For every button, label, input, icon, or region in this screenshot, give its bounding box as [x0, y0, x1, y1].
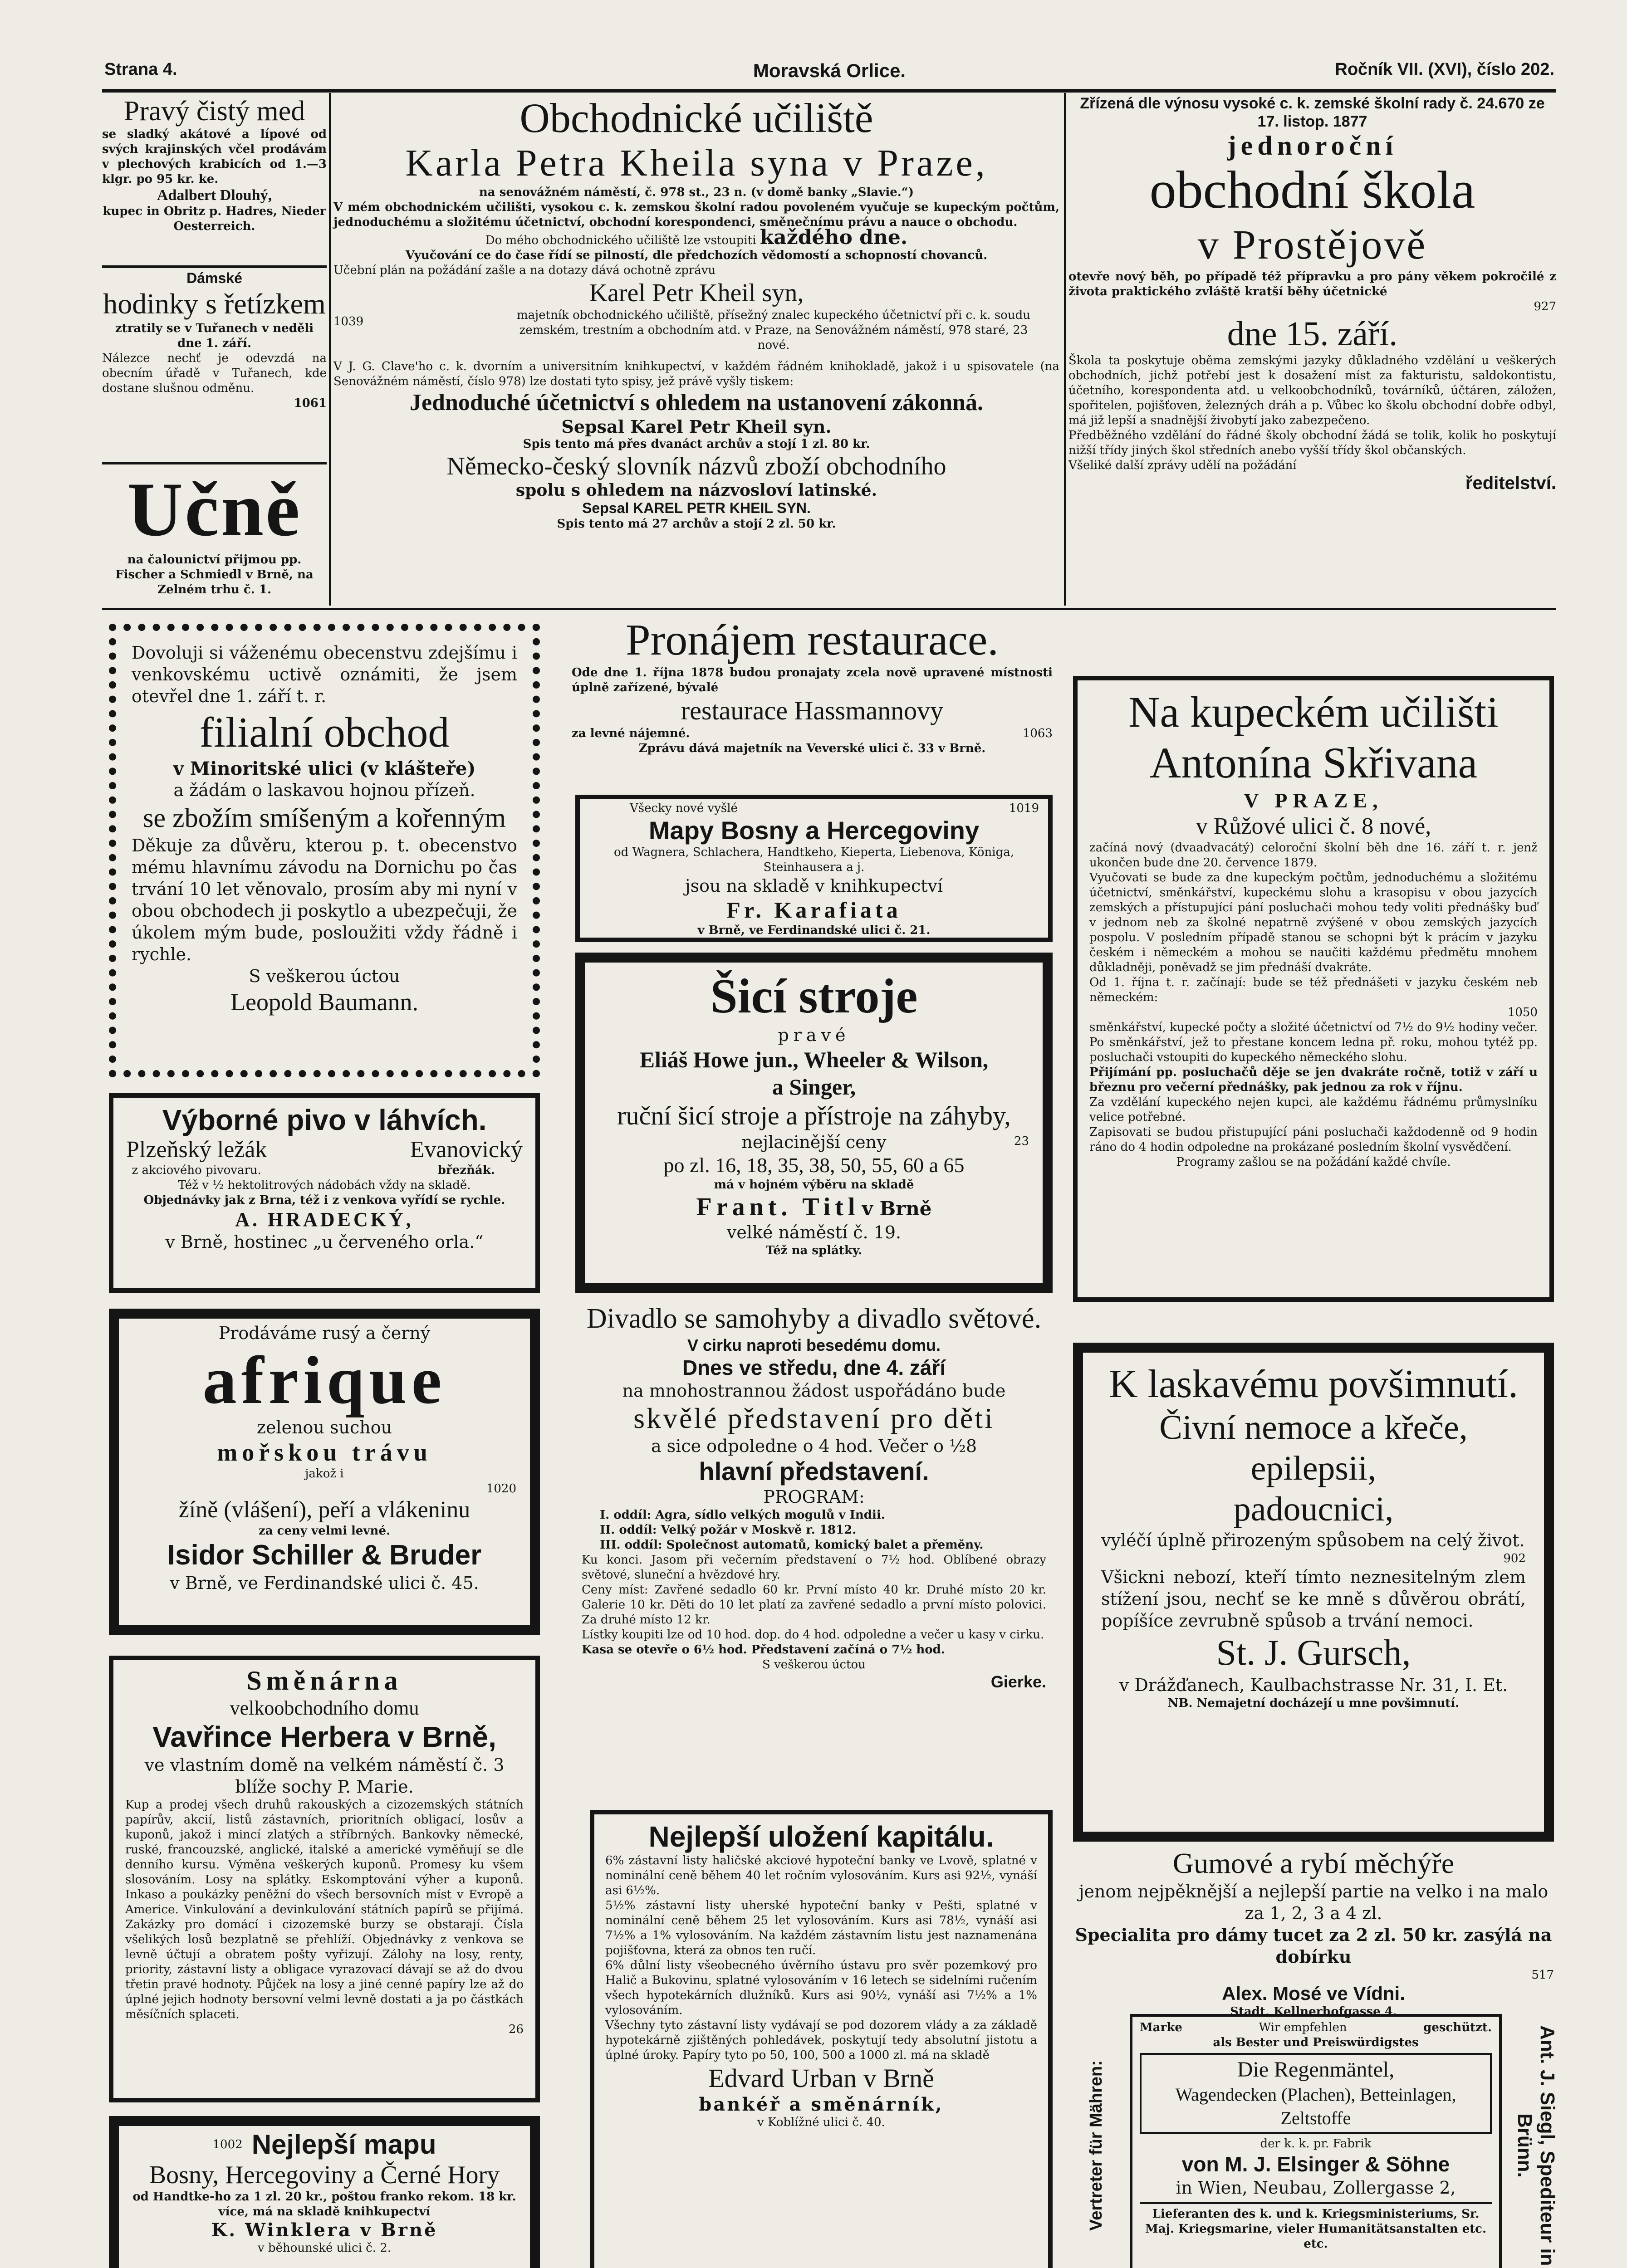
ad-skrivan-text3: Vyučovati se bude za dne kupeckým počtům, jednoduchému a složitému účetnictví, směnkářství, kupeckému slohu a krasopisu v obou jazycích zemských a přístupující pání posluchači mohou tedy voliti přednášky buď v jednom neb za školné nepatrně zvýšené v obou zemských jazycích pospolu. V posledním případě stanou se schopni být k prácím v jazyku českém i německém a mohou se naučiti každému předmětu mnohem důkladněji, poněvadž se jim přednáší dvakráte. [1089, 871, 1538, 974]
ad-capital-place: v Koblížné ulici č. 40. [757, 2116, 885, 2129]
ad-skrivan-text4: Od 1. října t. r. začínají: bude se též přednášeti v jazyku českém neb německém: [1089, 976, 1538, 1004]
ad-honey-name: Adalbert Dlouhý, [157, 187, 272, 204]
ad-theatre-p3: III. oddíl: Společnost automatů, komický balet a přeměny. [600, 1538, 984, 1552]
ad-kheil-book1-price: Spis tento má přes dvanáct archův a stojí 1 zl. 80 kr. [523, 437, 870, 451]
ad-theatre-text9: Lístky koupiti lze od 10 hod. dop. do 4 hod. odpoledne a večer u kasy v cirku. [582, 1628, 1044, 1642]
ad-baumann-goods: se zbožím smíšeným a kořenným [143, 803, 506, 833]
ad-maps-name: Fr. Karafiata [726, 897, 902, 923]
ad-afrique-text6: za ceny velmi levné. [258, 1524, 391, 1538]
ad-afrique-title: afrique [202, 1343, 446, 1418]
ad-elsinger-top4: als Bester und Preiswürdigstes [1213, 2036, 1419, 2049]
ad-skrivan-city: V PRAZE, [1244, 789, 1383, 812]
ad-baumann-where: v Minoritské ulici (v klášteře) [173, 758, 476, 779]
ad-skrivan-name: Antonína Skřivana [1149, 738, 1478, 787]
ad-exchange-text: Kup a prodej všech druhů rakouských a cizozemských státních papírův, akcií, listů zástavních, prioritních obligací, losův a kuponů, jakož i mincí zlatých a stříbrných. Bankovky německé, ruské, francouzské, anglické, italské a americké vyměňují se dle denního kursu. Výměna veškerých kuponů. Promesy ku všem slosováním. Losy na splátky. Eskomptování výher a kuponů. Inkaso a poukázky peněžní do všech bersovních míst v Evropě a Americe. Vinkulování a devinkulování státních papírů se přijímá. Zakázky pro domácí i cizozemské burzy se obstarají. Čísla všelikých losů bezplatně se přehlíží. Objednávky z venkova se levně účtují a obratem pošty vyřizují. Zálohy na losy, renty, priority, zástavní listy a obligace vyrazovací dávají se až do dvou třetin pravé hodnoty. Půjček na losy a jiné cenné papíry lze až do úplné jejich hodnoty bersovní velmi levně dostati a ja po částkách měsíčních splaceti. [125, 1798, 524, 2021]
ad-skrivan-text6: Přijímání pp. posluchačů děje se jen dvakráte ročně, totiž v září u březnu pro večerní přednášky, pak jednou za rok v říjnu. [1089, 1066, 1538, 1094]
ad-beer-a: Plzeňský ležák [126, 1137, 267, 1163]
ad-restaurant-title: Pronájem restaurace. [626, 616, 999, 665]
ad-theatre-text4: skvělé představení pro děti [633, 1402, 995, 1434]
ad-theatre-program: PROGRAM: [763, 1487, 865, 1507]
ad-theatre-p2: II. oddíl: Velký požár v Moskvě r. 1812. [600, 1523, 857, 1537]
ad-restaurant-text2: za levné nájemné. [572, 727, 690, 740]
ad-kheil-school [333, 94, 1059, 605]
ad-beer-title: Výborné pivo v láhvích. [162, 1104, 487, 1136]
ad-maps-text2: jsou na skladě v knihkupectví [685, 876, 943, 896]
ad-rubber-title: Gumové a rybí měchýře [1172, 1847, 1455, 1879]
ad-afrique-text4: jakož i [305, 1467, 344, 1481]
ad-prostejov-school [1068, 94, 1556, 605]
ad-kheil-book2-author: Sepsal KAREL PETR KHEIL SYN. [582, 500, 811, 516]
ad-kheil-book1: Jednoduché účetnictví s ohledem na ustanovení zákonná. [409, 390, 984, 415]
ad-beer-a-sub: z akciového pivovaru. [132, 1163, 261, 1177]
ad-elsinger-top3: geschützt. [1423, 2021, 1492, 2034]
ad-baumann-title: filialní obchod [199, 709, 450, 756]
ad-prostejov-text4: Všeliké další zprávy udělí na požádání [1068, 459, 1297, 472]
ad-honey [102, 95, 327, 263]
ad-prostejov-sub: jednoroční [1227, 131, 1398, 161]
ad-kheil-sig-text: majetník obchodnického učiliště, přísežný znalec kupeckého účetnictví při c. k. soudu zemském, trestním a obchodním atd. v Praze, na Senovážném náměstí, 978 staré, 23 nové. [517, 308, 1030, 352]
ad-kheil-signature: Karel Petr Kheil syn, [589, 279, 804, 307]
ad-map-text1: Bosny, Hercegoviny a Černé Hory [149, 2161, 500, 2189]
ad-sewing-num: 23 [1014, 1134, 1029, 1148]
ad-elsinger-place: in Wien, Neubau, Zollergasse 2, [1176, 2178, 1456, 2198]
ad-rubber-text1: jenom nejpěknější a nejlepší partie na velko i na malo za 1, 2, 3 a 4 zl. [1078, 1882, 1549, 1923]
ad-rubber-text2: Specialita pro dámy tucet za 2 zl. 50 kr. zasýlá na dobírku [1075, 1925, 1552, 1967]
ad-theatre [575, 1302, 1053, 1801]
ad-maps-small: Všecky nové vyšlé [630, 802, 738, 815]
ad-skrivan-school [1073, 676, 1554, 1302]
ad-kheil-text3: Vyučování ce do čase řídí se pilností, dle předchozích vědomostí a schopností chovanců. [405, 249, 988, 262]
ad-restaurant [572, 615, 1053, 794]
ad-restaurant-name: restaurace Hassmannovy [681, 696, 944, 725]
ad-beer-b-sub: březňák. [437, 1163, 495, 1177]
ad-kheil-book2: Německo-český slovník názvů zboží obchodního [446, 452, 946, 480]
ad-restaurant-num: 1063 [1022, 727, 1053, 740]
ad-maps-title: Mapy Bosny a Hercegoviny [648, 816, 980, 845]
ad-kheil-num: 1039 [333, 315, 364, 328]
ad-theatre-title: Divadlo se samohyby a divadlo světové. [586, 1303, 1042, 1334]
ad-capital-text2: 5½% zástavní listy uherské hypoteční banky v Pešti, splatné v nominální ceně během 25 let vylosováním. Kurs asi 78½, vynáší asi 7½% a 1% vylosováním. Na každém zástavním listu jest naznamenána pojišťovna, která za obnos ten ručí. [605, 1899, 1037, 1957]
ad-beer-b: Evanovický [410, 1137, 523, 1163]
ad-map-title: Nejlepší mapu [251, 2129, 436, 2160]
ad-capital-name: Edvard Urban v Brně [708, 2063, 934, 2093]
ad-theatre-p1: I. oddíl: Agra, sídlo velkých mogulů v Indii. [600, 1508, 885, 1522]
ad-rubber-name: Alex. Mosé ve Vídni. [1222, 1983, 1405, 2004]
ad-restaurant-text1: Ode dne 1. října 1878 budou pronajaty zcela nově upravené místnosti úplně zařízené, bývalé [572, 666, 1053, 694]
ad-sewing-title: Šicí stroje [710, 969, 918, 1023]
ad-watch-small: Dámské [186, 270, 242, 286]
ad-honey-title: Pravý čistý med [123, 96, 305, 127]
ad-elsinger-side-left: Vertreter für Mähren: [1087, 2060, 1106, 2231]
ad-honey-place: kupec in Obritz p. Hadres, Nieder Oesterreich. [103, 205, 326, 233]
ad-gursch-name: St. J. Gursch, [1216, 1633, 1411, 1673]
ad-gursch-num: 902 [1503, 1552, 1526, 1565]
ad-capital-title: Nejlepší uložení kapitálu. [648, 1820, 994, 1853]
ad-beer-place: v Brně, hostinec „u červeného orla.“ [165, 1232, 484, 1252]
ad-kheil-text2: Do mého obchodnického učiliště lze vstoupiti [485, 234, 756, 247]
ad-kheil-title: Obchodnické učiliště [519, 95, 873, 141]
column-rule-left [329, 93, 331, 606]
ad-prostejov-place: v Prostějově [1197, 221, 1427, 268]
ad-sewing-text3: nejlacinější ceny [741, 1132, 887, 1152]
ad-kheil-book2-sub: spolu s ohledem na názvosloví latinské. [515, 481, 877, 500]
ad-skrivan-text8: Zapisovati se budou přistupující páni posluchači každodenně od 9 hodin ráno do 4 hodin odpoledne na prokázané posledním školní vysvědčení. [1089, 1125, 1538, 1154]
ad-skrivan-text5: směnkářství, kupecké počty a složité účetnictví od 7½ do 9½ hodiny večer. Po směnkářství, jež to přestane koncem ledna př. roku, mohou tytéž pp. posluchači vstoupiti do kupeckého německého slohu. [1089, 1021, 1538, 1064]
ad-beer [109, 1093, 540, 1293]
ad-gursch-title: K laskavému povšimnutí. [1109, 1362, 1518, 1406]
ad-exchange-sub: velkoobchodního domu [230, 1697, 419, 1719]
column-rule-right [1064, 93, 1066, 606]
ad-watch-title: hodinky s řetízkem [103, 288, 326, 320]
ad-theatre-text3: na mnohostrannou žádost uspořádáno bude [622, 1381, 1006, 1401]
ad-prostejov-date: dne 15. září. [1227, 315, 1398, 353]
ad-gursch [1073, 1343, 1554, 1842]
ad-skrivan-text7: Za vzdělání kupeckého nejen kupci, ale každému řádnému průmyslníku velice potřebné. [1089, 1095, 1538, 1124]
ad-maps-bosnia [575, 795, 1053, 942]
ad-gursch-text2: epilepsii, [1250, 1449, 1377, 1487]
ad-kheil-text1: V mém obchodnickém učilišti, vysokou c. k. zemskou školní radou povoleném vyučuje se kupeckým počtům, jednoduchému a složitému účetnictví, obchodní korespondenci, směnečnímu právu a nauce o obchodu. [333, 200, 1059, 229]
page-header [104, 60, 1554, 85]
ad-maps-text1: od Wagnera, Schlachera, Handtkeho, Kieperta, Liebenova, Königa, Steinhausera a j. [614, 846, 1014, 874]
ad-afrique-num: 1020 [486, 1482, 516, 1496]
ad-sewing-name: Frant. Titl [696, 1193, 860, 1221]
ad-kheil-book2-price: Spis tento má 27 archův a stojí 2 zl. 50 kr. [557, 517, 836, 531]
ad-sewing-text5: Též na splátky. [765, 1244, 863, 1257]
ad-map-name: K. Winklera v Brně [211, 2219, 438, 2241]
ad-afrique [109, 1309, 540, 1635]
ad-exchange-name: Vavřince Herbera v Brně, [152, 1721, 496, 1753]
ad-maps-place: v Brně, ve Ferdinandské ulici č. 21. [697, 924, 931, 937]
ad-theatre-text5: a sice odpoledne o 4 hod. Večer o ½8 [651, 1436, 977, 1456]
ad-prostejov-num: 927 [1534, 300, 1556, 313]
ad-prostejov-signature: ředitelství. [1465, 473, 1556, 493]
ad-watch-text2: Nálezce nechť je odevzdá na obecním úřadě v Tuřanech, kde dostane slušnou odměnu. [102, 352, 327, 395]
ad-afrique-text3: mořskou trávu [217, 1439, 432, 1466]
ad-sewing-brands: Eliáš Howe jun., Wheeler & Wilson, [639, 1047, 989, 1072]
header-rule [102, 89, 1556, 93]
ad-gursch-text5: Všickni nebozí, kteří tímto neznesitelným zlem stížení jsou, nechť se ke mně s důvěrou obrátí, popíšíce zevrubně spůsob a trvání nemoci. [1101, 1567, 1526, 1631]
ad-honey-text: se sladký akátové a lípové od svých krajinských včel prodávám v plechových krabicích od 1.—3 klgr. po 95 kr. ke. [102, 127, 327, 186]
ad-kheil-text5: V J. G. Clave'ho c. k. dvorním a universitním knihkupectví, v každém řádném knihokladě, jakož i u spisovatele (na Senovážném náměstí, číslo 978) lze dostati tyto spisy, jež právě vyšly tiskem: [333, 360, 1059, 388]
ad-gursch-text1: Čivní nemoce a křeče, [1159, 1408, 1468, 1447]
ad-baumann-text2: a žádám o laskavou hojnou přízeň. [173, 780, 475, 800]
ad-exchange-num: 26 [508, 2023, 524, 2036]
ad-capital-sub: bankéř a směnárník, [699, 2094, 944, 2115]
ad-sewing-brand3: a Singer, [772, 1074, 856, 1100]
ad-baumann-text4: S veškerou úctou [249, 966, 400, 986]
ad-elsinger-fine: Lieferanten des k. und k. Kriegsministeriums, Sr. Maj. Kriegsmarine, vieler Humanitätsanstalten etc. etc. [1140, 2202, 1492, 2252]
ad-elsinger-top1: Marke [1140, 2021, 1182, 2034]
ad-maps-num: 1019 [1009, 802, 1039, 815]
ad-rubber [1073, 1846, 1554, 2019]
ad-capital-text4: Všechny tyto zástavní listy vydávají se pod dozorem vlády a za základě hypotekárně zjištěných pohledávek, poskytují tedy absolutní jistotu a úplné úroky. Papíry tyto po 50, 100, 500 a 1000 zl. má na skladě [605, 2019, 1037, 2062]
ad-afrique-text2: zelenou suchou [256, 1418, 392, 1437]
ad-baumann [109, 624, 540, 1077]
ad-exchange-title: Směnárna [246, 1666, 402, 1696]
ad-baumann-text1: Dovoluji si váženému obecenstvu zdejšímu i venkovskému uctivě oznámiti, že jsem otevřel dne 1. září t. r. [132, 643, 517, 706]
ad-skrivan-address: v Růžové ulici č. 8 nové, [1196, 813, 1431, 839]
ad-elsinger-line3: der k. k. pr. Fabrik [1260, 2137, 1372, 2151]
ad-apprentice [102, 466, 327, 605]
ad-skrivan-text2: začíná nový (dvaadvacátý) celoroční školní běh dne 16. září t. r. jenž ukončen bude dne 20. července 1879. [1089, 841, 1538, 870]
ad-theatre-text2: Dnes ve středu, dne 4. září [682, 1356, 946, 1379]
ad-theatre-text6: hlavní představení. [699, 1457, 929, 1486]
ad-skrivan-num: 1050 [1507, 1006, 1538, 1019]
ad-elsinger [1130, 2014, 1502, 2268]
ad-kheil-text4: Učební plán na požádání zašle a na dotazy dává ochotně zprávu [333, 264, 716, 277]
ad-beer-name: A. HRADECKÝ, [235, 1208, 414, 1231]
ad-kheil-name: Karla Petra Kheila syna v Praze, [405, 142, 988, 184]
ad-sewing-place: velké náměstí č. 19. [726, 1222, 902, 1242]
ad-theatre-text10: Kasa se otevře o 6½ hod. Představení začíná o 7½ hod. [582, 1643, 945, 1657]
ad-exchange [109, 1656, 540, 2102]
ad-elsinger-line2: Wagendecken (Plachen), Betteinlagen, Zeltstoffe [1175, 2084, 1456, 2128]
divider [102, 265, 327, 268]
ad-gursch-place: v Drážďanech, Kaulbachstrasse Nr. 31, I. Et. [1119, 1675, 1508, 1695]
ad-prostejov-text3: Předběžného vzdělání do řádné školy obchodní žádá se tolik, kolik ho poskytují nižší třídy jiných škol středních anebo vyšší třídy škol občanských. [1068, 429, 1556, 457]
ad-gursch-text3: padoucnici, [1233, 1490, 1394, 1528]
ad-theatre-text1: V cirku naproti besedému domu. [687, 1336, 941, 1354]
ad-baumann-text3: Děkuje za důvěru, kterou p. t. obecenstvo mému hlavnímu závodu na Dornichu po čas trvání 10 let věnovalo, prosím aby mi nyní v obou obchodech ji poskytlo a ubezpečuji, že úkolem mým bude, posloužiti vždy řádně i rychle. [132, 836, 517, 964]
ad-kheil-every-day: každého dne. [760, 226, 908, 249]
ad-gursch-text4: vyléčí úplně přirozeným spůsobem na celý život. [1101, 1530, 1525, 1550]
section-rule [102, 608, 1556, 610]
ad-sewing-prices: po zl. 16, 18, 35, 38, 50, 55, 60 a 65 [663, 1154, 965, 1177]
ad-theatre-text8: Ceny míst: Zavřené sedadlo 60 kr. První místo 40 kr. Druhé místo 20 kr. Galerie 10 kr. Děti do 10 let platí za zavřené sedadlo a první místo polovici. Za druhé místo 12 kr. [582, 1583, 1046, 1627]
issue-info: Ročník VII. (XVI), číslo 202. [1335, 60, 1554, 79]
page-number: Strana 4. [104, 60, 177, 79]
ad-afrique-name: Isidor Schiller & Bruder [167, 1540, 482, 1571]
ad-apprentice-title: Učně [127, 467, 302, 552]
ad-elsinger-side-right: Ant. J. Siegl, Spediteur in Brünn. [1514, 2025, 1558, 2266]
ad-map-num: 1002 [212, 2137, 243, 2151]
ad-elsinger-top2: Wir empfehlen [1259, 2021, 1347, 2034]
ad-sewing-machines [575, 953, 1053, 1293]
ad-elsinger-line1: Die Regenmäntel, [1237, 2058, 1395, 2082]
ad-rubber-num: 517 [1531, 1968, 1554, 1982]
ad-map-place: v běhounské ulici č. 2. [257, 2241, 392, 2255]
ad-afrique-text5: žíně (vlášení), peří a vlákeninu [178, 1497, 470, 1523]
ad-watch [102, 270, 327, 460]
ad-prostejov-text1: otevře nový běh, po případě též přípravku a pro pány věkem pokročilé z života praktického zvláště kratší běhy účetnické [1068, 270, 1556, 298]
ad-beer-text2: Objednávky jak z Brna, též i z venkova vyřídí se rychle. [143, 1193, 505, 1207]
ad-kheil-book1-author: Sepsal Karel Petr Kheil syn. [561, 416, 832, 437]
ad-watch-text1: ztratily se v Tuřanech v neděli dne 1. září. [115, 322, 314, 350]
ad-capital-text3: 6% důlní listy všeobecného úvěrního ústavu pro svěr pozemkový pro Halič a Bukovinu, splatné vylosováním v 16 letech se sidelními ručením všech hypotekárních dlužníků. Kurs asi 90½, vynáší asi 7½% a 1% vylosováním. [605, 1959, 1037, 2017]
ad-apprentice-text: na čalounictví přijmou pp. Fischer a Schmiedl v Brně, na Zelném trhu č. 1. [115, 553, 314, 596]
ad-beer-text1: Též v ½ hektolitrových nádobách vždy na skladě. [178, 1178, 471, 1192]
ad-theatre-text7: Ku konci. Jasom při večerním představení o 7½ hod. Oblíbené obrazy světové, sluneční a hvězdové hry. [582, 1553, 1046, 1582]
ad-prostejov-title: obchodní škola [1149, 160, 1475, 220]
divider [102, 462, 327, 464]
ad-map-text2: od Handtke-ho za 1 zl. 20 kr., poštou franko rekom. 18 kr. více, má na skladě knihkupectví [132, 2190, 516, 2219]
ad-afrique-text1: Prodáváme rusý a černý [218, 1323, 431, 1343]
ad-sewing-name2: v Brně [862, 1198, 932, 1220]
ad-exchange-address: ve vlastním domě na velkém náměstí č. 3 blíže sochy P. Marie. [144, 1755, 505, 1797]
ad-theatre-signature: Gierke. [990, 1672, 1046, 1691]
ad-map-winkler [109, 2116, 540, 2268]
ad-rubber-place: Stadt, Kellnerhofgasse 4. [1230, 2005, 1397, 2019]
ad-watch-num: 1061 [294, 396, 327, 410]
ad-theatre-text11: S veškerou úctou [762, 1658, 866, 1672]
ad-sewing-text1: pravé [778, 1025, 850, 1045]
ad-baumann-signature: Leopold Baumann. [230, 988, 418, 1016]
ad-capital [590, 1810, 1053, 2268]
ad-gursch-note: NB. Nemajetní docházejí u mne povšimnutí. [1167, 1696, 1460, 1710]
ad-restaurant-text3: Zprávu dává majetník na Veverské ulici č. 33 v Brně. [638, 742, 986, 755]
ad-sewing-text4: má v hojném výběru na skladě [714, 1178, 914, 1192]
ad-afrique-place: v Brně, ve Ferdinandské ulici č. 45. [170, 1573, 479, 1593]
ad-capital-text1: 6% zástavní listy haličské akciové hypoteční banky ve Lvově, splatné v nominální ceně během 40 let ročním vylosováním. Kurs asi 92½, vynáší asi 6½%. [605, 1854, 1037, 1897]
ad-skrivan-text9: Programy zašlou se na požádání každé chvíle. [1176, 1155, 1451, 1169]
ad-prostejov-top: Zřízená dle výnosu vysoké c. k. zemské školní rady č. 24.670 ze 17. listop. 1877 [1080, 95, 1545, 130]
ad-kheil-address: na senovážném náměstí, č. 978 st., 23 n. (v domě banky „Slavie.“) [479, 186, 914, 199]
ad-sewing-text2: ruční šicí stroje a přístroje na záhyby, [617, 1101, 1011, 1130]
ad-elsinger-name: von M. J. Elsinger & Söhne [1181, 2152, 1450, 2176]
ad-skrivan-text1: Na kupeckém učilišti [1128, 688, 1499, 736]
ad-prostejov-text2: Škola ta poskytuje oběma zemskými jazyky důkladného vzdělání u veškerých obchodních, jichž potřebí jest k dosažení míst za fakturistu, saldokontistu, účetního, korespondenta atd. u velkoobchodníků, továrníků, účtáren, záložen, spořitelen, pojišťoven, železných dráh a p. Vůbec ko školu obchodní dobře odbyl, má již lepší a snadnější živobytí jako zabezpečeno. [1068, 354, 1556, 427]
newspaper-title: Moravská Orlice. [753, 60, 906, 81]
